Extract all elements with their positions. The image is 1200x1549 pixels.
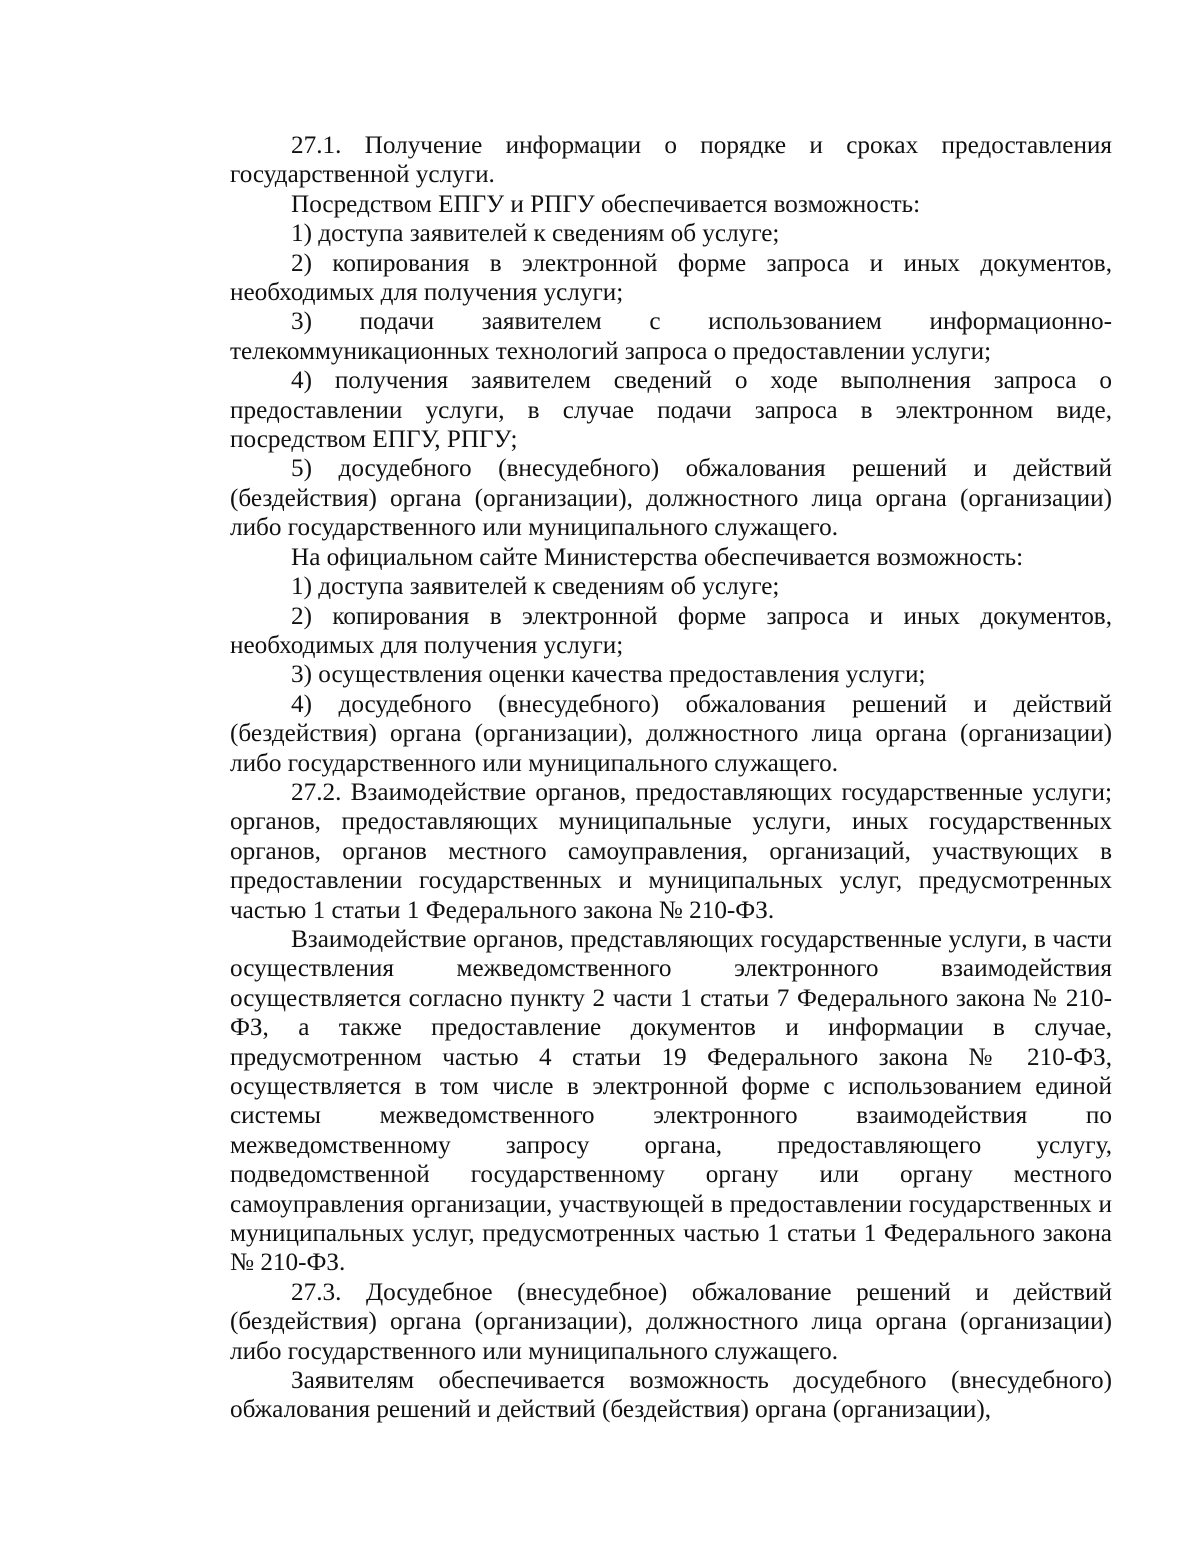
section-27-2-heading: 27.2. Взаимодействие органов, предоставляющих государственные услуги; органов, предоставляющих муниципальные услуги, иных государственных органов, органов местного самоуправления, организаций, участвующих в предоставлении государственных и муниципальных услуг, предусмотренных частью 1 статьи 1 Федерального закона № 210-ФЗ. <box>230 778 1112 924</box>
list-item: 1) доступа заявителей к сведениям об услуге; <box>291 220 780 248</box>
list-item: 4) досудебного (внесудебного) обжалования решений и действий (бездействия) органа (организации), должностного лица органа (организации) либо государственного или муниципального служащего. <box>230 690 1112 777</box>
list-item: 5) досудебного (внесудебного) обжалования решений и действий (бездействия) органа (организации), должностного лица органа (организации) либо государственного или муниципального служащего. <box>230 455 1112 542</box>
interagency-paragraph: Взаимодействие органов, представляющих государственные услуги, в части осуществления межведомственного электронного взаимодействия осуществляется согласно пункту 2 части 1 статьи 7 Федерального закона № 210-ФЗ, а также предоставление документов и информации в случае, предусмотренном частью 4 статьи 19 Федерального закона № 210-ФЗ, осуществляется в том числе в электронной форме с использованием единой системы межведомственного электронного взаимодействия по межведомственному запросу органа, предоставляющего услугу, подведомственной государственному органу или органу местного самоуправления организации, участвующей в предоставлении государственных и муниципальных услуг, предусмотренных частью 1 статьи 1 Федерального закона № 210-ФЗ. <box>230 925 1112 1277</box>
applicants-paragraph: Заявителям обеспечивается возможность досудебного (внесудебного) обжалования решений и действий (бездействия) органа (организации), <box>230 1367 1112 1424</box>
list-item: 2) копирования в электронной форме запроса и иных документов, необходимых для получения услуги; <box>230 602 1112 659</box>
list-item: 1) доступа заявителей к сведениям об услуге; <box>291 573 780 601</box>
list-item: 3) подачи заявителем с использованием информационно-телекоммуникационных технологий запроса о предоставлении услуги; <box>230 308 1112 365</box>
list-item: 4) получения заявителем сведений о ходе выполнения запроса о предоставлении услуги, в случае подачи запроса в электронном виде, посредством ЕПГУ, РПГУ; <box>230 367 1112 454</box>
section-27-1-heading: 27.1. Получение информации о порядке и сроках предоставления государственной услуги. <box>230 132 1112 189</box>
epgu-rpgu-intro: Посредством ЕПГУ и РПГУ обеспечивается возможность: <box>291 190 921 218</box>
list-item: 2) копирования в электронной форме запроса и иных документов, необходимых для получения услуги; <box>230 249 1112 307</box>
ministry-site-intro: На официальном сайте Министерства обеспечивается возможность: <box>291 543 1024 571</box>
section-27-3-heading: 27.3. Досудебное (внесудебное) обжалование решений и действий (бездействия) органа (организации), должностного лица органа (организации) либо государственного или муниципального служащего. <box>230 1278 1112 1365</box>
list-item: 3) осуществления оценки качества предоставления услуги; <box>291 661 926 689</box>
document-page <box>230 131 1112 1425</box>
